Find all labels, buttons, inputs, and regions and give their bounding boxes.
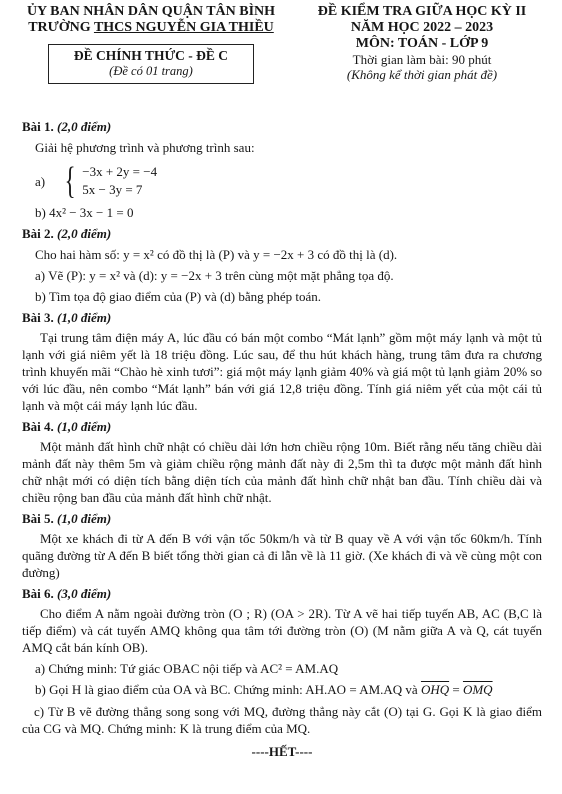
problem-3-text: Tại trung tâm điện máy A, lúc đầu có bán một combo “Mát lạnh” gồm một máy lạnh và một tủ lạnh với giá niêm yết là 18 triệu đồng. Lúc sau, để thu hút khách hàng, trung tâm đưa ra chương trình khuyến mãi “Chào hè xinh tươi”: giá một máy lạnh giảm 40% và giá một tủ lạnh giảm 20% so với lúc đầu, nên combo “Mát lạnh” bán với giá 12,8 triệu đồng. Tính giá niêm yết của một cái tủ lạnh và một cái máy lạnh lúc đầu. xyxy=(22,330,542,413)
end-marker: ----HẾT---- xyxy=(251,744,313,759)
header-left xyxy=(16,4,286,84)
problem-2-heading: Bài 2. (2,0 điểm) xyxy=(22,226,112,241)
arc-omq: $\overline{OMQ}$ xyxy=(462,682,493,697)
district-committee: ỦY BAN NHÂN DÂN QUẬN TÂN BÌNH xyxy=(26,4,276,19)
problem-3-heading: Bài 3. (1,0 điểm) xyxy=(22,310,112,325)
school-name: TRƯỜNG THCS NGUYỄN GIA THIỀU xyxy=(28,20,274,35)
problem-4-heading: Bài 4. (1,0 điểm) xyxy=(22,419,112,434)
problem-6b: b) Gọi H là giao điểm của OA và BC. Chứng minh: AH.AO = AM.AQ và $\overline{OHQ} = \overline{OMQ}$ xyxy=(35,682,493,697)
header-right xyxy=(286,4,558,82)
problem-5-text: Một xe khách đi từ A đến B với vận tốc 50km/h và từ B quay về A với vận tốc 60km/h. Tính quãng đường từ A đến B biết tổng thời gian cả đi lẫn về là 11 giờ. (Xe khách đi và về cùng một con đường) xyxy=(22,531,542,580)
problem-2-intro: Cho hai hàm số: y = x² có đồ thị là (P) và y = −2x + 3 có đồ thị là (d). xyxy=(35,247,398,262)
problem-6a: a) Chứng minh: Tứ giác OBAC nội tiếp và AC² = AM.AQ xyxy=(35,661,339,676)
time-limit: Thời gian làm bài: 90 phút xyxy=(352,52,492,67)
problem-2b: b) Tìm tọa độ giao điểm của (P) và (d) bằng phép toán. xyxy=(35,289,322,304)
arc-ohq: $\overline{OHQ}$ xyxy=(420,682,450,697)
brace-icon: { xyxy=(64,160,76,202)
exam-code: ĐỀ CHÍNH THỨC - ĐỀ C xyxy=(73,48,229,63)
equation-1: −3x + 2y = −4 xyxy=(82,164,158,179)
problem-6c: c) Từ B vẽ đường thẳng song song với MQ, đường thẳng này cắt (O) tại G. Gọi K là giao điểm của CG và MQ. Chứng minh: K là trung điểm của MQ. xyxy=(22,704,542,736)
official-exam-box xyxy=(48,44,254,84)
time-note: (Không kể thời gian phát đề) xyxy=(346,67,498,82)
equation-system: a) { −3x + 2y = −4 5x − 3y = 7 xyxy=(35,160,158,202)
problem-6-heading: Bài 6. (3,0 điểm) xyxy=(22,586,112,601)
problem-6-text: Cho điểm A nằm ngoài đường tròn (O ; R) (OA > 2R). Từ A vẽ hai tiếp tuyến AB, AC (B,C là tiếp điểm) và cát tuyến AMQ không qua tâm tới đường tròn (O) (M nằm giữa A và Q, cát tuyến AMQ cắt bán kính OB). xyxy=(22,606,542,655)
problem-1-heading: Bài 1. (2,0 điểm) xyxy=(22,119,112,134)
subject: MÔN: TOÁN - LỚP 9 xyxy=(355,36,489,51)
school-year: NĂM HỌC 2022 – 2023 xyxy=(350,20,494,35)
equation-2: 5x − 3y = 7 xyxy=(82,182,143,197)
problem-1-intro: Giải hệ phương trình và phương trình sau: xyxy=(35,140,255,155)
exam-title: ĐỀ KIỂM TRA GIỮA HỌC KỲ II xyxy=(317,4,527,19)
problem-2a: a) Vẽ (P): y = x² và (d): y = −2x + 3 trên cùng một mặt phẳng tọa độ. xyxy=(35,268,394,283)
page-count: (Đề có 01 trang) xyxy=(109,64,193,78)
exam-content xyxy=(22,114,542,760)
problem-4-text: Một mảnh đất hình chữ nhật có chiều dài lớn hơn chiều rộng 10m. Biết rằng nếu tăng chiều dài mảnh đất này thêm 5m và giảm chiều rộng mảnh đất này đi 2,5m thì ta được một mảnh đất hình chữ nhật mới có diện tích bằng diện tích của mảnh đất hình chữ nhật ban đầu. Tính chiều dài và chiều rộng ban đầu của mảnh đất hình chữ nhật. xyxy=(22,439,542,505)
problem-5-heading: Bài 5. (1,0 điểm) xyxy=(22,511,112,526)
problem-1b: b) 4x² − 3x − 1 = 0 xyxy=(35,205,134,220)
